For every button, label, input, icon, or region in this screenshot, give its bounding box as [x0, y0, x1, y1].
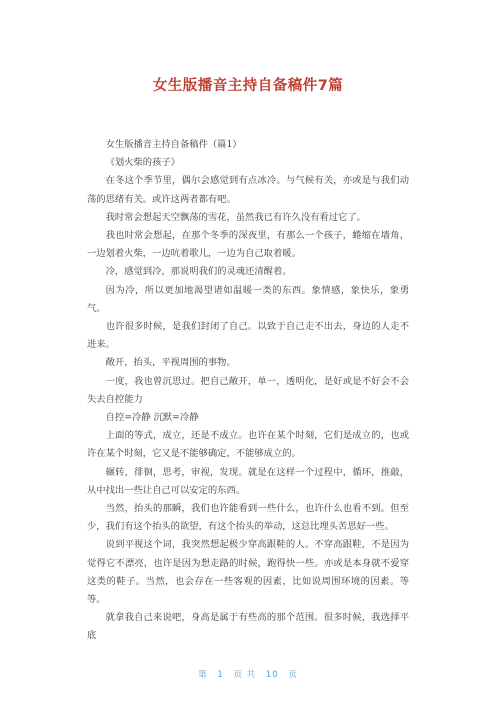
footer-total-pages: 10: [265, 670, 279, 680]
footer-suffix: 页: [288, 670, 298, 680]
footer-prefix: 第: [198, 670, 208, 680]
body-paragraph: 辗转，徘徊，思考，审视，发现。就是在这样一个过程中，循环，推敲，从中找出一些让自己可以安定的东西。: [87, 466, 409, 496]
body-paragraph: 冷，感觉到冷，那说明我们的灵魂还清醒着。: [105, 266, 292, 278]
body-paragraph: 我时常会想起天空飘荡的雪花，虽然我已有许久没有看过它了。: [105, 211, 366, 223]
body-paragraph: 就拿我自己来说吧，身高是属于有些高的那个范围。很多时候，我选择平底: [87, 612, 409, 642]
document-body: [87, 136, 409, 646]
body-paragraph: 敞开，抬头，平视周围的事物。: [105, 357, 236, 369]
body-paragraph: 说到平视这个词，我突然想起极少穿高跟鞋的人。不穿高跟鞋，不是因为觉得它不漂亮，也许是因为想走路的时候，跑得快一些。亦或是本身就不爱穿这类的鞋子。当然，也会存在一些客观的因素，比如说周围环境的因素。等等。: [87, 539, 409, 606]
footer-page-number: 1: [217, 670, 224, 680]
page-footer: [0, 668, 496, 680]
equation-line: 自控=冷静 沉默=冷静: [105, 412, 199, 424]
body-paragraph: 因为冷，所以更加地渴望诸如温暖一类的东西。象情感，象快乐，象勇气。: [87, 284, 409, 314]
body-paragraph: 在冬这个季节里，偶尔会感觉到有点冰冷。与气候有关，亦或是与我们动荡的思绪有关。或许这两者都有吧。: [87, 175, 409, 205]
body-paragraph: 我也时常会想起，在那个冬季的深夜里，有那么一个孩子，蜷缩在墙角，一边划着火柴，一边吭着歌儿，一边为自己取着暖。: [87, 230, 409, 260]
body-paragraph: 上面的等式，成立，还是不成立。也许在某个时刻，它们是成立的，也或许在某个时刻，它又是不能够确定，不能够成立的。: [87, 430, 409, 460]
footer-middle: 页 共: [233, 670, 257, 680]
section-heading: 女生版播音主持自备稿件（篇1）: [105, 139, 242, 150]
poem-title: 《划火柴的孩子》: [105, 157, 180, 169]
body-paragraph: 也许很多时候，是我们封闭了自己。以致于自己走不出去，身边的人走不进来。: [87, 321, 409, 351]
page-title: 女生版播音主持自备稿件7篇: [152, 78, 344, 94]
body-paragraph: 一度，我也曾沉思过。把自己敞开，单一，透明化，是好或是不好会不会失去自控能力: [87, 375, 409, 405]
body-paragraph: 当然，抬头的那瞬，我们也许能看到一些什么，也许什么也看不到。但至少，我们有这个抬头的欲望，有这个抬头的举动，这总比埋头苦思好一些。: [87, 503, 409, 533]
